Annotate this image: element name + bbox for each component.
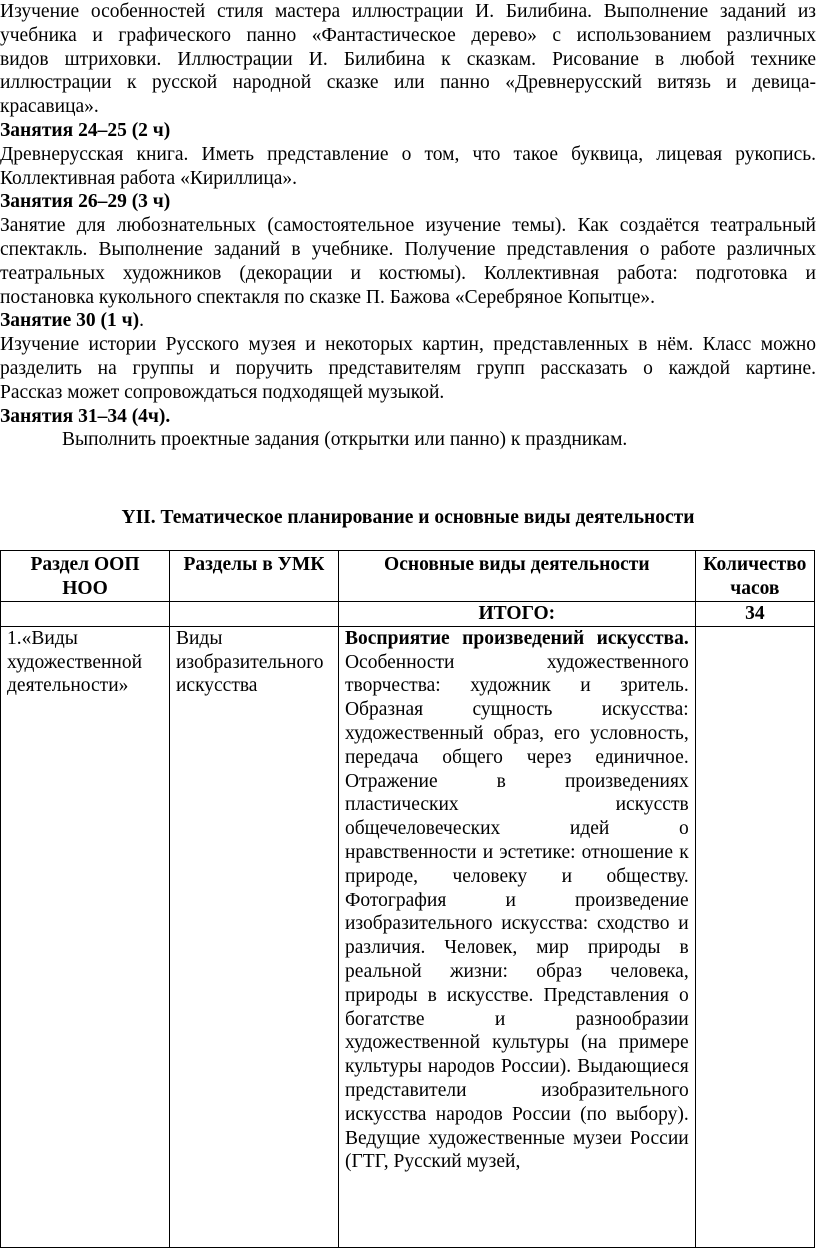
lesson-heading: Занятия 24–25 (2 ч) [0,119,171,141]
total-value: 34 [695,602,814,627]
table-row [1,626,815,1247]
text-line: Изучение истории Русского музея и некоторых картин, представленных в нём. Класс можно [0,334,816,356]
text-line: разделить на группы и поручить представителям групп рассказать о каждой картине. [0,357,816,379]
text-line: Изучение особенностей стиля мастера иллюстрации И. Билибина. Выполнение заданий из [0,1,816,22]
lesson-26-29 [0,190,816,309]
row-section-cell: 1.«Виды художественной деятельности» [1,626,170,1247]
activity-text: Особенности художественного творчества: художник и зритель. Образная сущность искусства: художественный образ, его условность, передача общего через единичное. Отражение в произведениях пластических искусств общечеловеческих идей о нравственности и эстетике: отношение к природе, человеку и обществу. Фотография и произведение изобразительного искусства: сходство и различия. Человек, мир природы в реальной жизни: образ человека, природы в искусстве. Представления о богатстве и разнообразии художественной культуры (на примере культуры народов России). Выдающиеся представители изобразительного искусства народов России (по выбору). Ведущие художественные музеи России (ГТГ, Русский музей, [344,651,689,1173]
text-line: Древнерусская книга. Иметь представление о том, что такое буквица, лицевая рукопись. [0,143,816,165]
text-line: иллюстрации к русской народной сказке или панно «Древнерусский витязь и девица- [0,72,816,94]
text-line: спектакль. Выполнение заданий в учебнике. Получение представления о работе различных [0,238,816,260]
lesson-heading: Занятия 31–34 (4ч). [0,405,171,427]
lesson-24-25 [0,119,816,190]
text-line: постановка кукольного спектакля по сказке П. Бажова «Серебряное Копытце». [0,286,656,308]
header-activities: Основные виды деятельности [338,551,695,602]
text-line: красавица». [0,96,99,118]
row-umk-cell: Виды изобразительного искусства [169,626,338,1247]
lesson-heading: Занятия 26–29 (3 ч) [0,191,171,213]
section-title [0,506,816,530]
document-page [0,0,816,452]
lesson-heading [0,309,816,333]
heading-suffix: . [139,310,145,332]
text-line: видов штриховки. Иллюстрации И. Билибина к сказкам. Рисование в любой технике [0,48,816,70]
table-cell [169,602,338,627]
activity-heading: Восприятие произведений искусства. [344,627,689,649]
table-header-row [1,551,815,602]
planning-table [0,550,815,1248]
total-row [1,602,815,627]
header-umk-sections: Разделы в УМК [169,551,338,602]
text-line: театральных художников (декорации и костюмы). Коллективная работа: подготовка и [0,262,816,284]
lesson-31-34 [0,405,816,453]
lesson-30 [0,309,816,404]
intro-paragraph [0,0,816,119]
row-activities-cell [338,626,695,1247]
text-line: учебника и графического панно «Фантастическое дерево» с использованием различных [0,24,816,46]
lesson-heading-text: Занятие 30 (1 ч) [0,310,140,332]
table-cell [1,602,170,627]
header-hours: Количество часов [695,551,814,602]
text-line: Рассказ может сопровождаться подходящей музыкой. [0,381,445,403]
row-hours-cell [695,626,814,1247]
header-section-oop: Раздел ООП НОО [1,551,170,602]
section-title-text: . Тематическое планирование и основные виды деятельности [150,507,695,528]
section-number: YII [121,507,151,528]
text-line: Занятие для любознательных (самостоятельное изучение темы). Как создаётся театральный [0,215,816,237]
text-line: Выполнить проектные задания (открытки или панно) к праздникам. [62,429,628,451]
text-line: Коллективная работа «Кириллица». [0,167,298,189]
total-label: ИТОГО: [338,602,695,627]
